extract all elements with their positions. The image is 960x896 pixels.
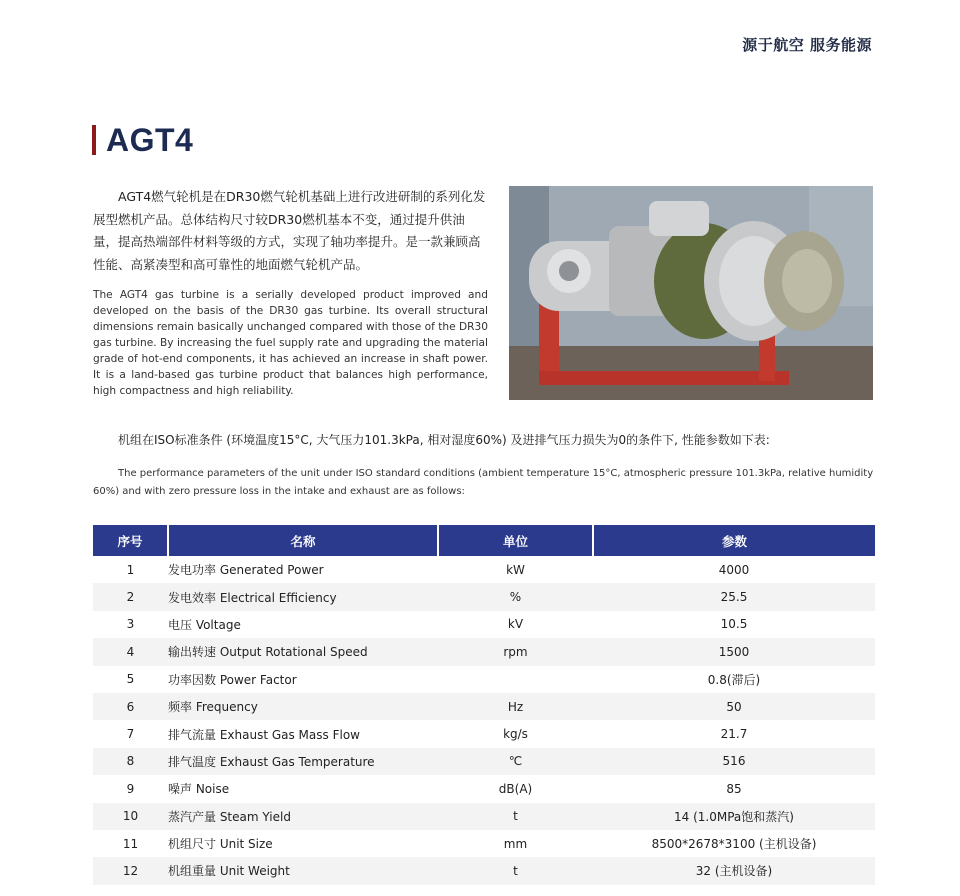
- row-index: 8: [93, 748, 168, 775]
- row-index: 12: [93, 857, 168, 884]
- row-index: 2: [93, 583, 168, 610]
- row-unit: kV: [507, 617, 524, 632]
- table-row: [93, 583, 875, 610]
- row-unit: %: [438, 583, 593, 610]
- row-unit: dB(A): [498, 781, 533, 796]
- header-index: 序号: [93, 525, 168, 556]
- row-index: 4: [93, 638, 168, 665]
- page-title: AGT4: [106, 121, 194, 158]
- table-row: [93, 638, 875, 665]
- row-unit: Hz: [438, 693, 593, 720]
- row-name: 频率 Frequency: [168, 693, 438, 720]
- row-value: 516: [593, 748, 875, 775]
- intro-chinese: AGT4燃气轮机是在DR30燃气轮机基础上进行改进研制的系列化发展型燃机产品。总体结构尺寸较DR30燃机基本不变，通过提升供油量，提高热端部件材料等级的方式，实现了轴功率提升。是一款兼顾高性能、高紧凑型和高可靠性的地面燃气轮机产品。: [93, 189, 486, 272]
- table-row: [93, 720, 875, 747]
- row-value: 25.5: [593, 583, 875, 610]
- row-index: 9: [126, 781, 135, 796]
- row-value: 85: [726, 781, 742, 796]
- row-index: 7: [126, 727, 135, 742]
- row-name: 机组重量 Unit Weight: [168, 857, 438, 884]
- table-row: [93, 666, 875, 693]
- row-index: 1: [126, 562, 135, 577]
- row-value: 8500*2678*3100 (主机设备): [651, 837, 817, 852]
- row-index: 5: [126, 672, 135, 687]
- header-slogan: 源于航空 服务能源: [742, 36, 872, 54]
- row-name: 蒸汽产量 Steam Yield: [168, 803, 438, 830]
- table-row: [93, 803, 875, 830]
- row-value: 4000: [718, 562, 750, 577]
- row-index: 11: [122, 836, 139, 851]
- header-unit: 单位: [438, 525, 593, 556]
- row-unit: t: [438, 857, 593, 884]
- table-row: [93, 556, 875, 583]
- table-header-row: [93, 525, 875, 556]
- header-value: 参数: [593, 525, 875, 556]
- table-row: [93, 748, 875, 775]
- row-value: 21.7: [720, 727, 748, 742]
- row-index: 10: [93, 803, 168, 830]
- row-unit: [438, 666, 593, 693]
- table-row: [93, 611, 875, 638]
- row-value: 10.5: [720, 617, 748, 632]
- row-name: 电压 Voltage: [168, 617, 241, 632]
- conditions-chinese: 机组在ISO标准条件 (环境温度15°C, 大气压力101.3kPa, 相对湿度60%) 及进排气压力损失为0的条件下, 性能参数如下表:: [118, 433, 770, 447]
- row-value: 0.8(滞后): [707, 672, 761, 687]
- row-name: 机组尺寸 Unit Size: [168, 837, 273, 852]
- row-name: 功率因数 Power Factor: [168, 672, 297, 687]
- performance-table: [93, 525, 875, 885]
- row-name: 发电功率 Generated Power: [168, 563, 324, 578]
- row-name: 排气温度 Exhaust Gas Temperature: [168, 748, 438, 775]
- conditions-english: The performance parameters of the unit under ISO standard conditions (ambient temperature 15°C, atmospheric pressure 101.3kPa, relative humidity 60%) and with zero pressure loss in the intake and exhaust are as follows:: [93, 468, 874, 497]
- row-value: 1500: [593, 638, 875, 665]
- header-name: 名称: [168, 525, 438, 556]
- row-unit: ℃: [438, 748, 593, 775]
- row-unit: t: [438, 803, 593, 830]
- row-index: 3: [126, 617, 135, 632]
- gas-turbine-photo: [509, 186, 873, 400]
- row-unit: kg/s: [503, 727, 528, 742]
- row-index: 6: [93, 693, 168, 720]
- row-name: 发电效率 Electrical Efficiency: [168, 583, 438, 610]
- table-row: [93, 830, 875, 857]
- title-accent-bar: [92, 125, 96, 155]
- intro-english: The AGT4 gas turbine is a serially developed product improved and developed on the basis of the DR30 gas turbine. Its overall structural dimensions remain basically unchanged compared with those of the DR30 gas turbine. By increasing the fuel supply rate and upgrading the material grade of hot-end components, it has achieved an increase in shaft power. It is a land-based gas turbine product that balances high performance, high compactness and high reliability.: [93, 289, 488, 397]
- row-unit: mm: [503, 836, 528, 851]
- row-unit: kW: [506, 562, 525, 577]
- title-block: [92, 122, 193, 158]
- row-value: 32 (主机设备): [593, 857, 875, 884]
- table-row: [93, 857, 875, 884]
- row-name: 噪声 Noise: [168, 782, 230, 797]
- table-row: [93, 775, 875, 802]
- row-name: 输出转速 Output Rotational Speed: [168, 638, 438, 665]
- row-unit: rpm: [438, 638, 593, 665]
- row-name: 排气流量 Exhaust Gas Mass Flow: [168, 727, 360, 742]
- row-value: 14 (1.0MPa饱和蒸汽): [593, 803, 875, 830]
- table-row: [93, 693, 875, 720]
- row-value: 50: [593, 693, 875, 720]
- gas-turbine-illustration: [509, 186, 873, 400]
